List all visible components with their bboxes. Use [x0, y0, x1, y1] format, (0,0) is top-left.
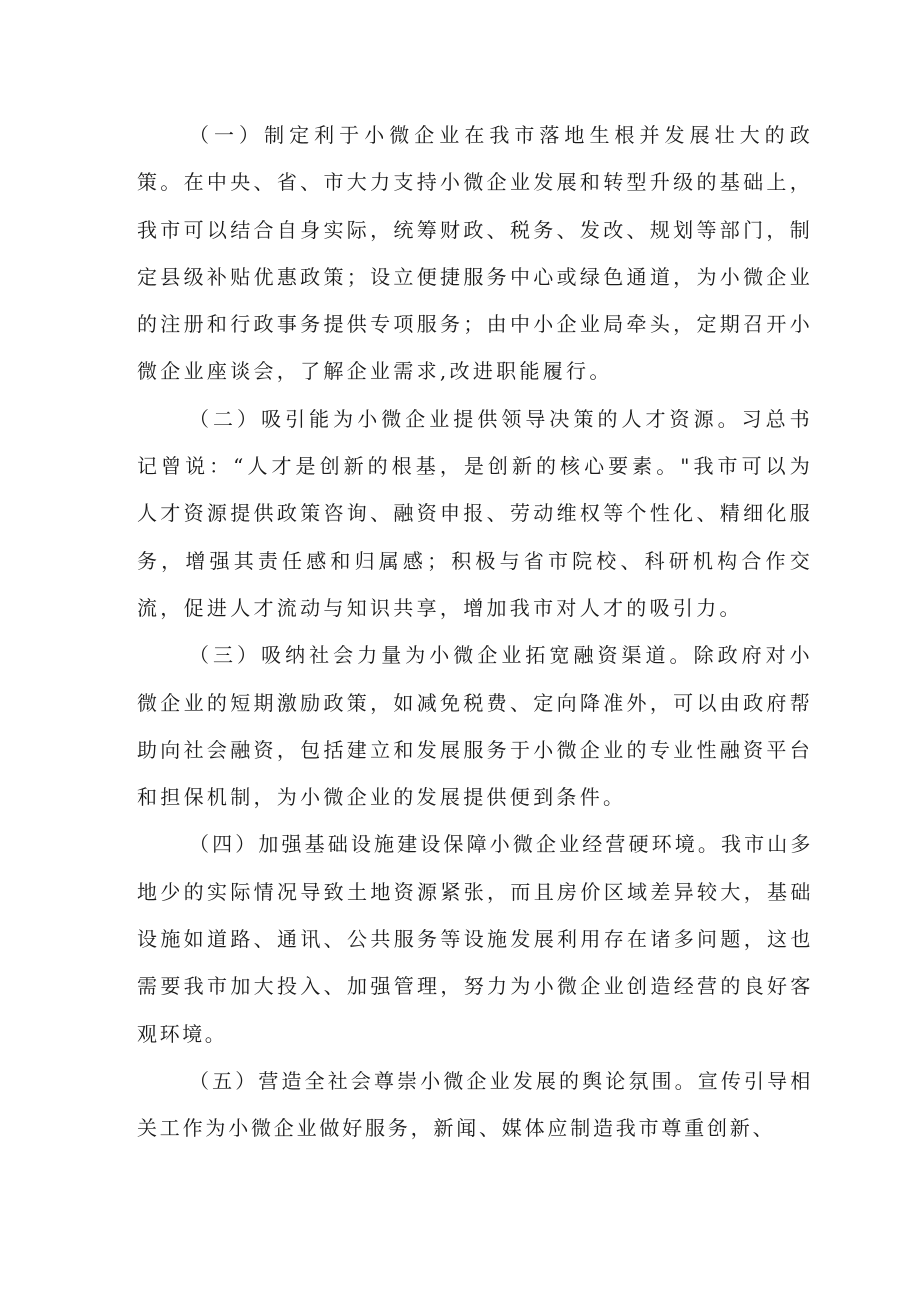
paragraph-3: （三）吸纳社会力量为小微企业拓宽融资渠道。除政府对小微企业的短期激励政策，如减免税费、定向降准外，可以由政府帮助向社会融资，包括建立和发展服务于小微企业的专业性融资平台和担保机制，为小微企业的发展提供便到条件。	[137, 643, 813, 810]
paragraph-4: （四）加强基础设施建设保障小微企业经营硬环境。我市山多地少的实际情况导致土地资源紧张，而且房价区域差异较大，基础设施如道路、通讯、公共服务等设施发展利用存在诸多问题，这也需要我市加大投入、加强管理，努力为小微企业创造经营的良好客观环境。	[137, 832, 813, 1046]
paragraph-2: （二）吸引能为小微企业提供领导决策的人才资源。习总书记曾说：“人才是创新的根基，是创新的核心要素。"我市可以为人才资源提供政策咨询、融资申报、劳动维权等个性化、精细化服务，增强其责任感和归属感；积极与省市院校、科研机构合作交流，促进人才流动与知识共享，增加我市对人才的吸引力。	[137, 406, 813, 620]
document-body	[137, 112, 813, 1153]
paragraph-1: （一）制定利于小微企业在我市落地生根并发展壮大的政策。在中央、省、市大力支持小微企业发展和转型升级的基础上，我市可以结合自身实际，统筹财政、税务、发改、规划等部门，制定县级补贴优惠政策；设立便捷服务中心或绿色通道，为小微企业的注册和行政事务提供专项服务；由中小企业局牵头，定期召开小微企业座谈会，了解企业需求,改进职能履行。	[137, 123, 813, 384]
paragraph-5: （五）营造全社会尊崇小微企业发展的舆论氛围。宣传引导相关工作为小微企业做好服务，新闻、媒体应制造我市尊重创新、	[137, 1068, 813, 1141]
